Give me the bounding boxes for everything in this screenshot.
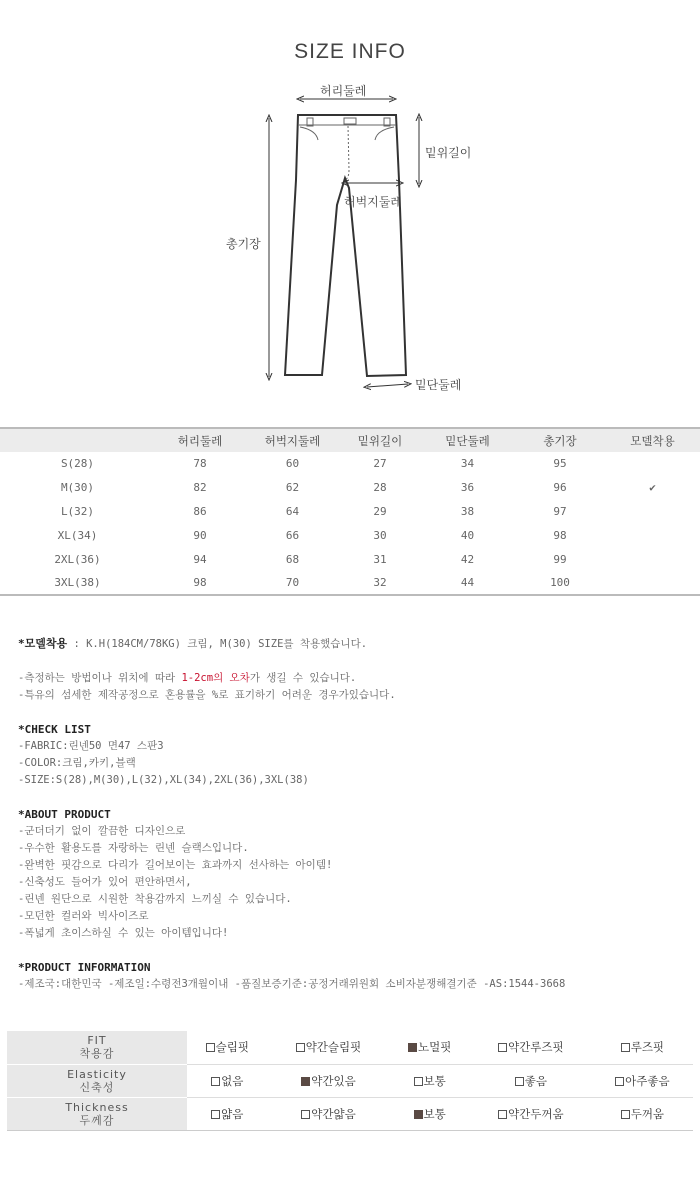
option-label: 약간얇음 [311, 1106, 356, 1121]
thigh-cell: 62 [285, 481, 300, 495]
fit-option-selected [389, 1031, 470, 1064]
length-cell: 100 [515, 571, 605, 595]
thickness-option [268, 1097, 390, 1130]
rise-cell: 31 [373, 552, 387, 566]
hem-cell: 38 [460, 504, 475, 518]
info-text: -제조국:대한민국 -제조일:수령전3개월이내 -품질보증기준:공정거래위원회 소비자분쟁해결기준 -AS:1544-3668 [18, 978, 566, 990]
thickness-label-ko: 두께감 [79, 1113, 115, 1127]
elasticity-row [7, 1064, 693, 1097]
model-text: : K.H(184CM/78KG) 크림, M(30) SIZE를 착용했습니다. [67, 638, 368, 650]
thickness-option [470, 1097, 592, 1130]
elasticity-option [187, 1064, 268, 1097]
table-row [0, 571, 700, 595]
checkbox-icon [414, 1077, 423, 1086]
checkbox-icon [621, 1043, 630, 1052]
elasticity-label-ko: 신축성 [79, 1080, 115, 1094]
fit-option [187, 1031, 268, 1064]
checkbox-icon [498, 1110, 507, 1119]
elasticity-option-selected [268, 1064, 390, 1097]
length-label: 총기장 [226, 237, 261, 251]
option-label: 약간슬림핏 [305, 1040, 362, 1055]
model-cell [605, 523, 700, 547]
model-note [18, 635, 688, 653]
thickness-option-selected [389, 1097, 470, 1130]
length-cell: 97 [553, 504, 567, 518]
model-heading: *모델착용 [18, 637, 68, 650]
hem-cell: 40 [460, 528, 475, 542]
size-table-header [0, 428, 700, 452]
option-label: 얇음 [221, 1106, 244, 1121]
option-label: 약간있음 [311, 1073, 356, 1088]
fit-option [470, 1031, 592, 1064]
size-cell: 2XL(36) [54, 552, 101, 566]
thickness-row [7, 1097, 693, 1130]
elasticity-label-en: Elasticity [67, 1067, 127, 1081]
page-title: SIZE INFO [294, 40, 406, 63]
model-cell [605, 452, 700, 476]
checkbox-icon [498, 1043, 507, 1052]
checkbox-icon [206, 1043, 215, 1052]
checkbox-checked-icon [408, 1043, 417, 1052]
size-cell: XL(34) [57, 528, 98, 542]
size-cell: M(30) [60, 481, 95, 495]
about-line: -린넨 원단으로 시원한 착용감까지 느끼실 수 있습니다. [18, 893, 292, 905]
option-label: 없음 [221, 1073, 244, 1088]
header-cell: 총기장 [543, 433, 577, 448]
checkbox-icon [296, 1043, 305, 1052]
table-row [0, 547, 700, 571]
hem-cell: 44 [420, 571, 515, 595]
product-information [18, 959, 688, 993]
checkbox-icon [515, 1077, 524, 1086]
option-label: 약간두꺼움 [508, 1106, 564, 1121]
hem-label: 밑단둘레 [415, 378, 462, 392]
about-line: -신축성도 들어가 있어 편안하면서, [18, 876, 192, 888]
thigh-label: 허벅지둘레 [344, 195, 402, 209]
rise-cell: 30 [373, 528, 387, 542]
elasticity-option [592, 1064, 693, 1097]
pants-illustration [0, 70, 700, 400]
model-cell [605, 547, 700, 571]
about-product [18, 806, 688, 942]
about-heading: *ABOUT PRODUCT [18, 808, 111, 821]
fit-row [7, 1031, 693, 1064]
thickness-option [592, 1097, 693, 1130]
measure-post: 가 생길 수 있습니다. [249, 672, 357, 684]
rise-cell: 29 [373, 504, 387, 518]
about-line: -우수한 활용도를 자랑하는 린넨 슬랙스입니다. [18, 842, 249, 854]
thigh-cell: 66 [285, 528, 300, 542]
thickness-label [7, 1097, 187, 1130]
measure-note [18, 670, 688, 704]
fit-table [7, 1031, 693, 1131]
checkbox-icon [211, 1110, 220, 1119]
fit-label-ko: 착용감 [79, 1047, 115, 1061]
option-label: 슬림핏 [215, 1040, 249, 1055]
rise-cell: 28 [373, 481, 387, 495]
header-cell: 모델착용 [630, 433, 675, 448]
size-cell: L(32) [60, 504, 95, 518]
table-row [0, 476, 700, 500]
check-fabric: -FABRIC:린넨50 면47 스판3 [18, 740, 164, 752]
option-label: 루즈핏 [630, 1040, 665, 1055]
thickness-option [187, 1097, 268, 1130]
size-table [0, 427, 700, 596]
rise-cell: 32 [340, 571, 420, 595]
waist-cell: 82 [193, 481, 207, 495]
hem-cell: 42 [460, 552, 475, 566]
header-cell [0, 428, 155, 452]
rise-label: 밑위길이 [425, 146, 472, 160]
model-cell [605, 571, 700, 595]
thickness-label-en: Thickness [65, 1100, 129, 1114]
length-cell: 99 [553, 552, 567, 566]
waist-cell: 94 [193, 552, 207, 566]
model-cell [605, 500, 700, 524]
info-heading: *PRODUCT INFORMATION [18, 961, 151, 974]
about-line: -군더더기 없이 깔끔한 디자인으로 [18, 825, 186, 837]
header-cell: 밑단둘레 [445, 433, 490, 448]
waist-cell: 86 [193, 504, 207, 518]
thigh-cell: 70 [245, 571, 340, 595]
hem-cell: 36 [460, 481, 475, 495]
product-notes [18, 635, 688, 1010]
size-cell: S(28) [60, 457, 95, 471]
thigh-cell: 60 [285, 457, 300, 471]
header-cell: 허벅지둘레 [264, 433, 321, 448]
about-line: -모던한 컬러와 빅사이즈로 [18, 910, 149, 922]
checkbox-icon [211, 1077, 220, 1086]
waist-cell: 98 [155, 571, 245, 595]
option-label: 보통 [423, 1073, 446, 1088]
waist-cell: 90 [193, 528, 207, 542]
checkbox-icon [301, 1110, 310, 1119]
measure-error-highlight: 1-2cm의 오차 [181, 672, 250, 684]
waist-cell: 78 [193, 457, 207, 471]
elasticity-option [389, 1064, 470, 1097]
fit-option [592, 1031, 693, 1064]
check-list-heading: *CHECK LIST [18, 723, 91, 736]
size-cell: 3XL(38) [0, 571, 155, 595]
size-diagram [0, 70, 700, 400]
option-label: 보통 [423, 1106, 446, 1121]
option-label: 좋음 [524, 1073, 547, 1088]
option-label: 아주좋음 [625, 1073, 670, 1088]
length-cell: 95 [553, 457, 567, 471]
measure-pre: -측정하는 방법이나 위치에 따라 [18, 672, 182, 684]
about-line: -폭넓게 초이스하실 수 있는 아이템입니다! [18, 927, 229, 939]
model-check-icon: ✔ [649, 481, 656, 495]
check-size: -SIZE:S(28),M(30),L(32),XL(34),2XL(36),3XL(38) [18, 774, 309, 786]
hem-cell: 34 [460, 457, 475, 471]
header-cell: 허리둘레 [177, 433, 223, 448]
elasticity-label [7, 1064, 187, 1097]
check-list [18, 721, 688, 789]
checkbox-checked-icon [301, 1077, 310, 1086]
option-label: 노멀핏 [418, 1040, 452, 1055]
checkbox-icon [615, 1077, 624, 1086]
checkbox-checked-icon [414, 1110, 423, 1119]
check-color: -COLOR:크림,카키,블랙 [18, 757, 136, 769]
checkbox-icon [621, 1110, 630, 1119]
table-row [0, 452, 700, 476]
about-line: -완벽한 핏감으로 다리가 길어보이는 효과까지 선사하는 아이템! [18, 859, 333, 871]
waist-label: 허리둘레 [320, 84, 367, 98]
length-cell: 96 [553, 481, 567, 495]
option-label: 두꺼움 [630, 1106, 665, 1121]
fit-label-en: FIT [87, 1034, 107, 1048]
option-label: 약간루즈핏 [508, 1040, 564, 1055]
fabric-note: -특유의 섬세한 제작공정으로 혼용률을 %로 표기하기 어려운 경우가있습니다. [18, 689, 396, 701]
thigh-cell: 68 [285, 552, 300, 566]
length-cell: 98 [553, 528, 567, 542]
table-row [0, 523, 700, 547]
header-cell: 밑위길이 [357, 433, 403, 448]
elasticity-option [470, 1064, 592, 1097]
fit-option [268, 1031, 390, 1064]
table-row [0, 500, 700, 524]
fit-label [7, 1031, 187, 1064]
rise-cell: 27 [373, 457, 387, 471]
thigh-cell: 64 [285, 504, 300, 518]
